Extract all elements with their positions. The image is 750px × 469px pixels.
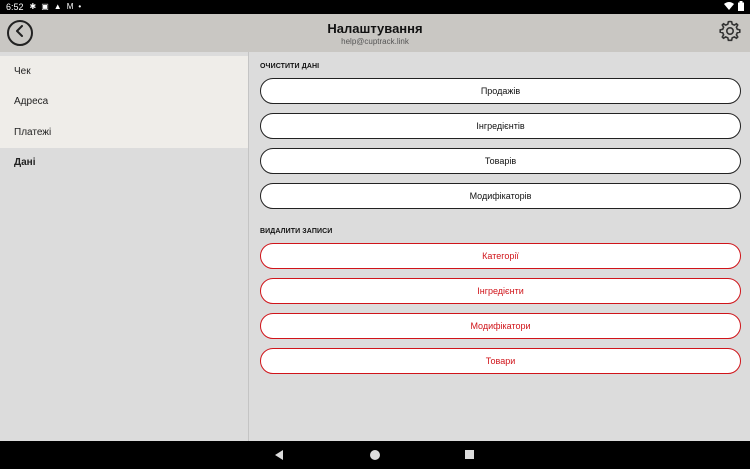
- clear-sales-button[interactable]: Продажів: [260, 78, 741, 104]
- page-title: Налаштування: [327, 21, 423, 36]
- sidebar-item-receipt[interactable]: [0, 56, 248, 87]
- battery-icon: [738, 1, 744, 13]
- delete-products-button[interactable]: Товари: [260, 348, 741, 374]
- main-content: [250, 52, 750, 441]
- warning-icon: ▲: [53, 2, 62, 11]
- clear-modifiers-button[interactable]: Модифікаторів: [260, 183, 741, 209]
- sidebar: [0, 52, 249, 441]
- sim-icon: ▣: [41, 2, 49, 11]
- sidebar-item-label: Дані: [14, 157, 36, 169]
- sidebar-item-label: Платежі: [14, 126, 52, 138]
- sidebar-item-label: Чек: [14, 65, 31, 77]
- gear-icon: ✱: [29, 2, 37, 11]
- gear-icon: [718, 19, 742, 48]
- dot-icon: •: [78, 2, 82, 11]
- app-header: [0, 14, 750, 52]
- nav-back-icon[interactable]: [275, 450, 283, 460]
- clear-ingredients-button[interactable]: Інгредієнтів: [260, 113, 741, 139]
- sidebar-item-payments[interactable]: [0, 117, 248, 148]
- support-email: help@cuptrack.link: [341, 37, 409, 46]
- mail-icon: M: [66, 2, 74, 11]
- delete-modifiers-button[interactable]: Модифікатори: [260, 313, 741, 339]
- settings-button[interactable]: [716, 19, 744, 47]
- delete-ingredients-button[interactable]: Інгредієнти: [260, 278, 741, 304]
- nav-recent-apps-icon[interactable]: [465, 450, 474, 459]
- system-nav-bar: [0, 441, 750, 469]
- status-time: 6:52: [6, 2, 24, 12]
- delete-categories-button[interactable]: Категорії: [260, 243, 741, 269]
- status-bar: [0, 0, 750, 14]
- sidebar-item-data[interactable]: [0, 148, 248, 179]
- clear-products-button[interactable]: Товарів: [260, 148, 741, 174]
- sidebar-item-label: Адреса: [14, 96, 49, 108]
- sidebar-item-address[interactable]: [0, 87, 248, 118]
- nav-home-icon[interactable]: [370, 450, 380, 460]
- clear-data-title: ОЧИСТИТИ ДАНІ: [260, 63, 320, 70]
- wifi-icon: [724, 2, 734, 12]
- delete-records-title: ВИДАЛИТИ ЗАПИСИ: [260, 228, 333, 235]
